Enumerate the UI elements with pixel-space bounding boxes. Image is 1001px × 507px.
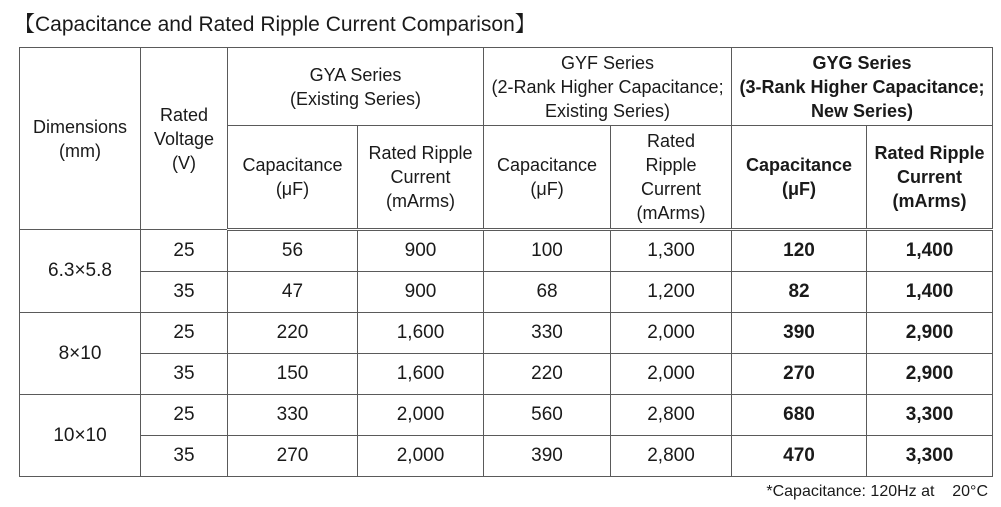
gya-ripple-cell: 1,600 [358,354,484,395]
header-gyg-ripple: Rated Ripple Current (mArms) [867,126,993,230]
gya-ripple-cell: 2,000 [358,436,484,477]
table-row [20,395,993,436]
gyg-ripple-cell: 1,400 [867,272,993,313]
gyf-capacitance-cell: 390 [484,436,611,477]
dimension-cell: 8×10 [20,313,141,395]
gyf-capacitance-cell: 560 [484,395,611,436]
gyg-capacitance-cell: 270 [732,354,867,395]
gyf-capacitance-cell: 330 [484,313,611,354]
header-gya-ripple: Rated Ripple Current (mArms) [358,126,484,230]
page-title: 【Capacitance and Rated Ripple Current Comparison】 [14,13,536,36]
header-gyf-series: GYF Series (2-Rank Higher Capacitance; Existing Series) [484,48,732,126]
gya-ripple-cell: 900 [358,272,484,313]
gyg-ripple-cell: 1,400 [867,230,993,272]
gya-capacitance-cell: 150 [228,354,358,395]
gyg-capacitance-cell: 390 [732,313,867,354]
gya-ripple-cell: 2,000 [358,395,484,436]
footnote: *Capacitance: 120Hz at 20°C [766,483,988,500]
gyg-ripple-cell: 2,900 [867,313,993,354]
gyf-capacitance-cell: 220 [484,354,611,395]
table-row [20,354,993,395]
table-row [20,313,993,354]
header-rated-voltage: Rated Voltage (V) [141,48,228,230]
gyf-ripple-cell: 2,000 [611,313,732,354]
gya-ripple-cell: 900 [358,230,484,272]
gyg-ripple-cell: 3,300 [867,436,993,477]
table-row [20,230,993,272]
table-row [20,272,993,313]
gyg-capacitance-cell: 680 [732,395,867,436]
voltage-cell: 25 [141,313,228,354]
gya-capacitance-cell: 220 [228,313,358,354]
header-gyf-ripple: Rated Ripple Current (mArms) [611,126,732,230]
gyf-capacitance-cell: 100 [484,230,611,272]
gyg-ripple-cell: 2,900 [867,354,993,395]
voltage-cell: 35 [141,436,228,477]
gyg-capacitance-cell: 120 [732,230,867,272]
gyf-ripple-cell: 1,300 [611,230,732,272]
header-row-series [20,48,993,126]
header-gyg-series: GYG Series (3-Rank Higher Capacitance; New Series) [732,48,993,126]
gyf-ripple-cell: 1,200 [611,272,732,313]
gya-capacitance-cell: 47 [228,272,358,313]
gya-capacitance-cell: 270 [228,436,358,477]
dimension-cell: 6.3×5.8 [20,230,141,313]
gya-capacitance-cell: 56 [228,230,358,272]
header-gya-series: GYA Series (Existing Series) [228,48,484,126]
dimension-cell: 10×10 [20,395,141,477]
voltage-cell: 35 [141,272,228,313]
voltage-cell: 35 [141,354,228,395]
gyf-capacitance-cell: 68 [484,272,611,313]
gyf-ripple-cell: 2,800 [611,436,732,477]
gya-ripple-cell: 1,600 [358,313,484,354]
header-gyf-capacitance: Capacitance (μF) [484,126,611,230]
header-gyg-capacitance: Capacitance (μF) [732,126,867,230]
gyf-ripple-cell: 2,800 [611,395,732,436]
voltage-cell: 25 [141,395,228,436]
gyf-ripple-cell: 2,000 [611,354,732,395]
header-gya-capacitance: Capacitance (μF) [228,126,358,230]
voltage-cell: 25 [141,230,228,272]
gyg-ripple-cell: 3,300 [867,395,993,436]
gyg-capacitance-cell: 82 [732,272,867,313]
comparison-table [19,47,993,477]
gya-capacitance-cell: 330 [228,395,358,436]
table-row [20,436,993,477]
gyg-capacitance-cell: 470 [732,436,867,477]
header-dimensions: Dimensions (mm) [20,48,141,230]
